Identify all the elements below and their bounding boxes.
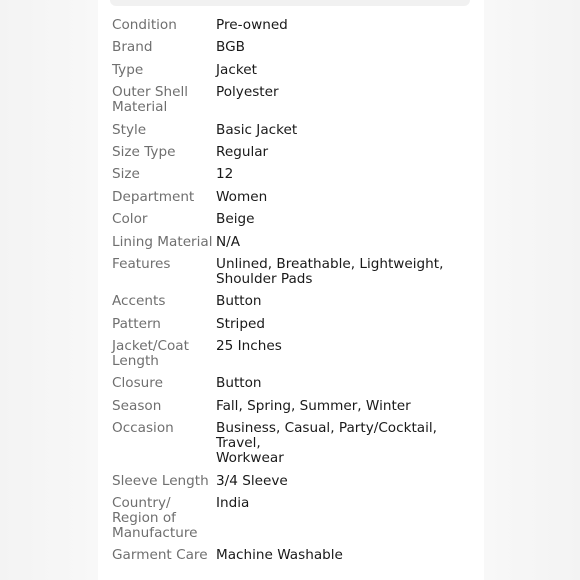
spec-value: Striped <box>216 315 265 332</box>
spec-label: Style <box>112 121 147 138</box>
spec-row-condition <box>112 18 472 33</box>
item-specifics-card <box>98 0 484 580</box>
spec-label: Size <box>112 166 140 183</box>
background-left <box>0 0 98 580</box>
spec-value: Women <box>216 188 268 205</box>
spec-value: BGB <box>216 39 245 56</box>
spec-label: Size Type <box>112 143 176 160</box>
spec-value: Polyester <box>216 84 279 101</box>
spec-value: Jacket <box>216 61 257 78</box>
spec-label: Pattern <box>112 315 161 332</box>
spec-row-pattern <box>112 317 472 332</box>
spec-row-sleeve-length <box>112 474 472 489</box>
spec-label: Lining Material <box>112 233 213 250</box>
spec-row-closure <box>112 376 472 391</box>
spec-row-lining-material <box>112 235 472 250</box>
spec-value: Regular <box>216 143 269 160</box>
spec-value: 3/4 Sleeve <box>216 472 288 489</box>
spec-label: Features <box>112 255 171 272</box>
spec-row-type <box>112 63 472 78</box>
spec-value: Button <box>216 293 262 310</box>
spec-value: 12 <box>216 166 234 183</box>
spec-label: Jacket/Coat Length <box>112 338 189 370</box>
spec-row-country-region-of-manufacture <box>112 496 472 541</box>
spec-row-size <box>112 167 472 182</box>
spec-row-outer-shell-material <box>112 85 472 115</box>
spec-value: Pre-owned <box>216 17 288 33</box>
spec-value: Basic Jacket <box>216 121 298 138</box>
spec-value: Beige <box>216 211 255 228</box>
spec-row-season <box>112 399 472 414</box>
spec-row-size-type <box>112 145 472 160</box>
spec-row-style <box>112 123 472 138</box>
spec-row-color <box>112 212 472 227</box>
spec-row-garment-care <box>112 548 472 563</box>
spec-row-features <box>112 257 472 287</box>
item-specifics-list <box>112 18 472 571</box>
spec-row-jacket-coat-length <box>112 339 472 369</box>
card-top-strip <box>110 0 470 6</box>
spec-value: India <box>216 495 250 512</box>
spec-label: Brand <box>112 39 153 56</box>
spec-value: Fall, Spring, Summer, Winter <box>216 397 411 414</box>
spec-row-occasion <box>112 421 472 466</box>
spec-value: Machine Washable <box>216 547 343 564</box>
spec-row-brand <box>112 40 472 55</box>
spec-label: Outer Shell Material <box>112 84 189 116</box>
spec-label: Condition <box>112 17 177 33</box>
spec-label: Type <box>112 61 144 78</box>
spec-label: Color <box>112 211 148 228</box>
spec-label: Department <box>112 188 195 205</box>
spec-value: Business, Casual, Party/Cocktail, Travel, Workwear <box>216 420 438 467</box>
spec-label: Sleeve Length <box>112 472 209 489</box>
spec-label: Country/ Region of Manufacture <box>112 495 198 542</box>
background-right <box>484 0 580 580</box>
spec-value: Unlined, Breathable, Lightweight, Shoulder Pads <box>216 255 444 287</box>
spec-value: 25 Inches <box>216 338 282 355</box>
spec-value: N/A <box>216 233 241 250</box>
spec-row-department <box>112 190 472 205</box>
spec-label: Occasion <box>112 420 174 437</box>
spec-label: Garment Care <box>112 547 208 564</box>
spec-label: Accents <box>112 293 166 310</box>
spec-label: Season <box>112 397 162 414</box>
spec-label: Closure <box>112 375 163 392</box>
spec-row-accents <box>112 294 472 309</box>
spec-value: Button <box>216 375 262 392</box>
